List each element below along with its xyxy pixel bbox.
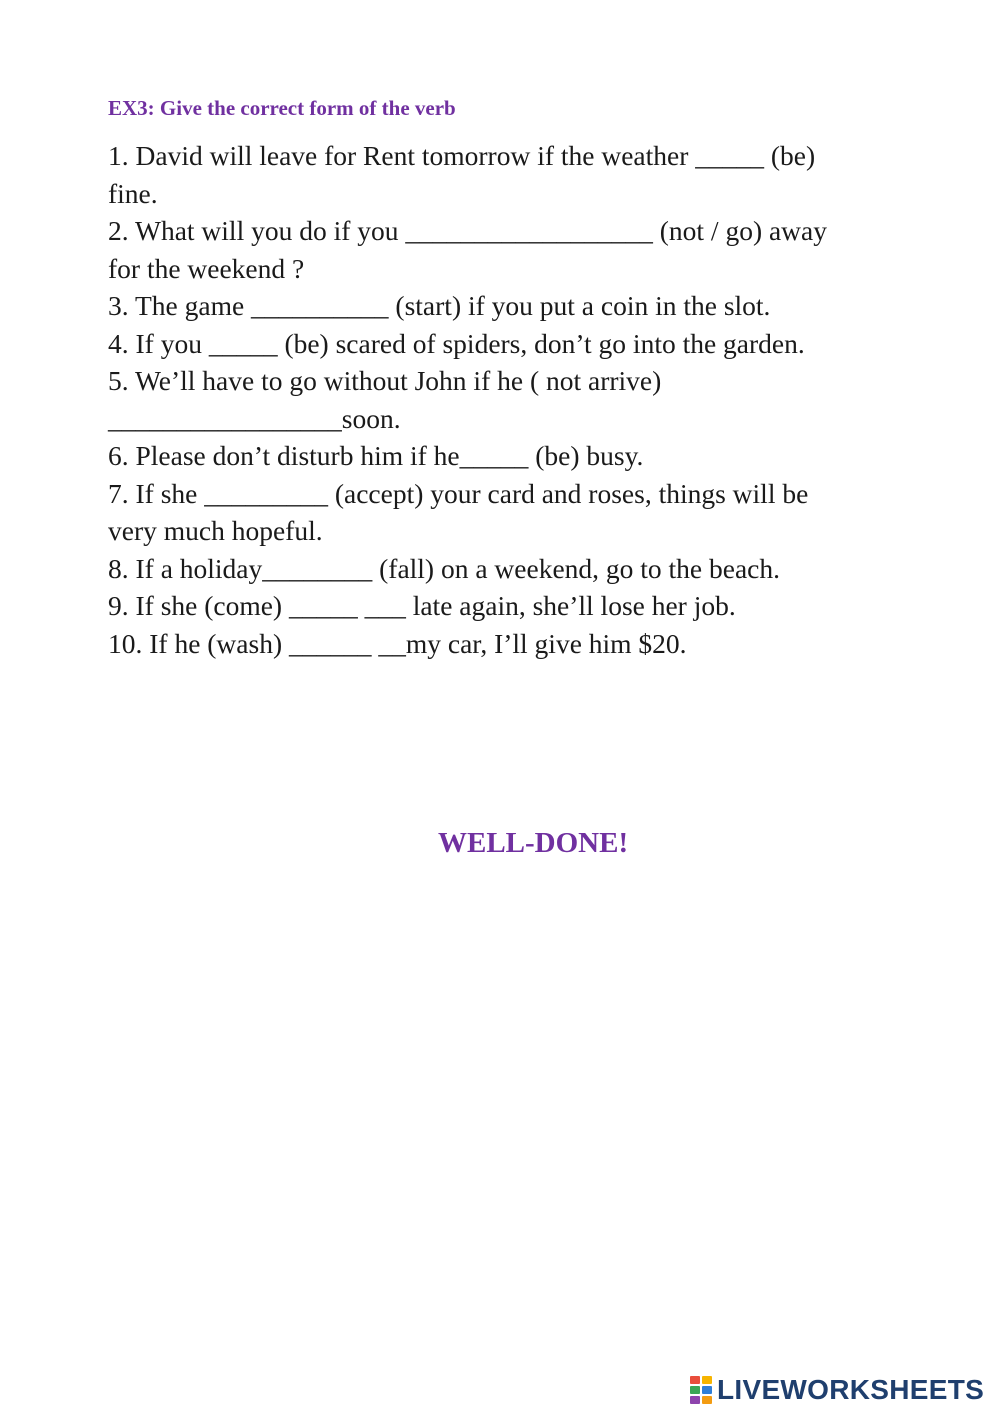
liveworksheets-logo-icon — [690, 1376, 712, 1404]
exercise-line: 5. We’ll have to go without John if he ( not arrive) — [108, 365, 662, 396]
exercise-line: for the weekend ? — [108, 252, 305, 284]
exercise-list — [108, 137, 908, 662]
exercise-line: 7. If she _________ (accept) your card and roses, things will be — [108, 477, 809, 509]
closing-message: WELL-DONE! — [438, 827, 629, 859]
logo-tile — [690, 1396, 700, 1404]
logo-tile — [702, 1386, 712, 1394]
exercise-line: 4. If you _____ (be) scared of spiders, don’t go into the garden. — [108, 327, 805, 359]
brand-name: LIVEWORKSHEETS — [717, 1374, 985, 1405]
exercise-line: 3. The game __________ (start) if you put a coin in the slot. — [108, 290, 771, 321]
logo-tile — [702, 1376, 712, 1384]
exercise-line: 10. If he (wash) ______ __my car, I’ll give him $20. — [108, 627, 687, 659]
logo-tile — [690, 1376, 700, 1384]
exercise-heading: EX3: Give the correct form of the verb — [108, 96, 456, 120]
exercise-line: 9. If she (come) _____ ___ late again, she’ll lose her job. — [108, 590, 736, 621]
exercise-line: _________________soon. — [108, 402, 401, 434]
brand-footer — [690, 1372, 984, 1408]
exercise-line: very much hopeful. — [108, 515, 323, 546]
exercise-line: 8. If a holiday________ (fall) on a weekend, go to the beach. — [108, 552, 781, 584]
exercise-line: 1. David will leave for Rent tomorrow if the weather _____ (be) — [108, 140, 816, 171]
logo-tile — [690, 1386, 700, 1394]
logo-tile — [702, 1396, 712, 1404]
exercise-line: fine. — [108, 177, 158, 209]
exercise-line: 6. Please don’t disturb him if he_____ (be) busy. — [108, 440, 644, 471]
exercise-line: 2. What will you do if you __________________ (not / go) away — [108, 215, 828, 246]
